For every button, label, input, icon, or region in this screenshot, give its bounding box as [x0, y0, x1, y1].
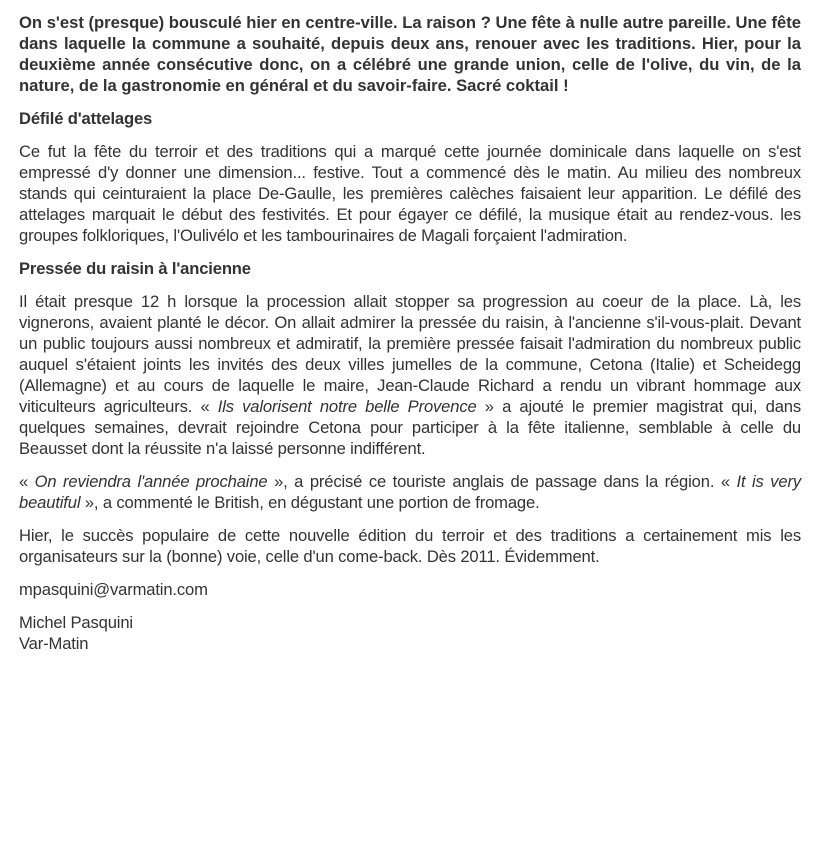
section-heading-pressee: Pressée du raisin à l'ancienne: [19, 259, 251, 278]
tourist-quote-1: On reviendra l'année prochaine: [34, 472, 268, 491]
section-heading-defile: Défilé d'attelages: [19, 109, 153, 128]
author-email-line: [19, 579, 801, 600]
article: [19, 12, 801, 654]
text-run: », a commenté le British, en dégustant une portion de fromage.: [80, 493, 540, 512]
conclusion-paragraph: Hier, le succès populaire de cette nouvelle édition du terroir et des traditions a certainement mis les organisateurs sur la (bonne) voie, celle d'un come-back. Dès 2011. Évidemment.: [19, 526, 801, 566]
tourist-quote-2: It is very beautiful: [19, 472, 801, 512]
section-body-defile: Ce fut la fête du terroir et des traditions qui a marqué cette journée dominicale dans laquelle on s'est empressé d'y donner une dimension... festive. Tout a commencé dès le matin. Au milieu des nombreux stands qui ceinturaient la place De-Gaulle, les premières calèches faisaient leur apparition. Le défilé des attelages marquait le début des festivités. Et pour égayer ce défilé, la musique était au rendez-vous. les groupes folkloriques, l'Oulivélo et les tambourinaires de Magali forçaient l'admiration.: [19, 142, 801, 245]
section-body-pressee: [19, 291, 801, 459]
mayor-quote: Ils valorisent notre belle Provence: [217, 397, 477, 416]
author-email-link[interactable]: mpasquini@varmatin.com: [19, 580, 208, 599]
publication-name: Var-Matin: [19, 634, 89, 653]
signature: [19, 612, 801, 654]
tourist-paragraph: [19, 471, 801, 513]
text-run: », a précisé ce touriste anglais de passage dans la région. «: [267, 472, 737, 491]
article-lead: On s'est (presque) bousculé hier en centre-ville. La raison ? Une fête à nulle autre pareille. Une fête dans laquelle la commune a souhaité, depuis deux ans, renouer avec les traditions. Hier, pour la deuxième année consécutive donc, on a célébré une grande union, celle de l'olive, du vin, de la nature, de la gastronomie en général et du savoir-faire. Sacré coktail !: [19, 13, 801, 95]
text-run: «: [19, 472, 35, 491]
text-run: Il était presque 12 h lorsque la procession allait stopper sa progression au coeur de la place. Là, les vignerons, avaient planté le décor. On allait admirer la pressée du raisin, à l'ancienne s'il-vous-plait. Devant un public toujours aussi nombreux et admiratif, la première pressée faisait l'admiration du nombreux public auquel s'étaient joints les invités des deux villes jumelles de la commune, Cetona (Italie) et Scheidegg (Allemagne) et au cours de laquelle le maire, Jean-Claude Richard a rendu un vibrant hommage aux viticulteurs agriculteurs. «: [19, 292, 801, 416]
text-run: » a ajouté le premier magistrat qui, dans quelques semaines, devrait rejoindre Cetona pour participer à la fête italienne, semblable à celle du Beausset dont la réussite n'a laissé personne indifférent.: [19, 397, 801, 458]
author-name: Michel Pasquini: [19, 613, 133, 632]
